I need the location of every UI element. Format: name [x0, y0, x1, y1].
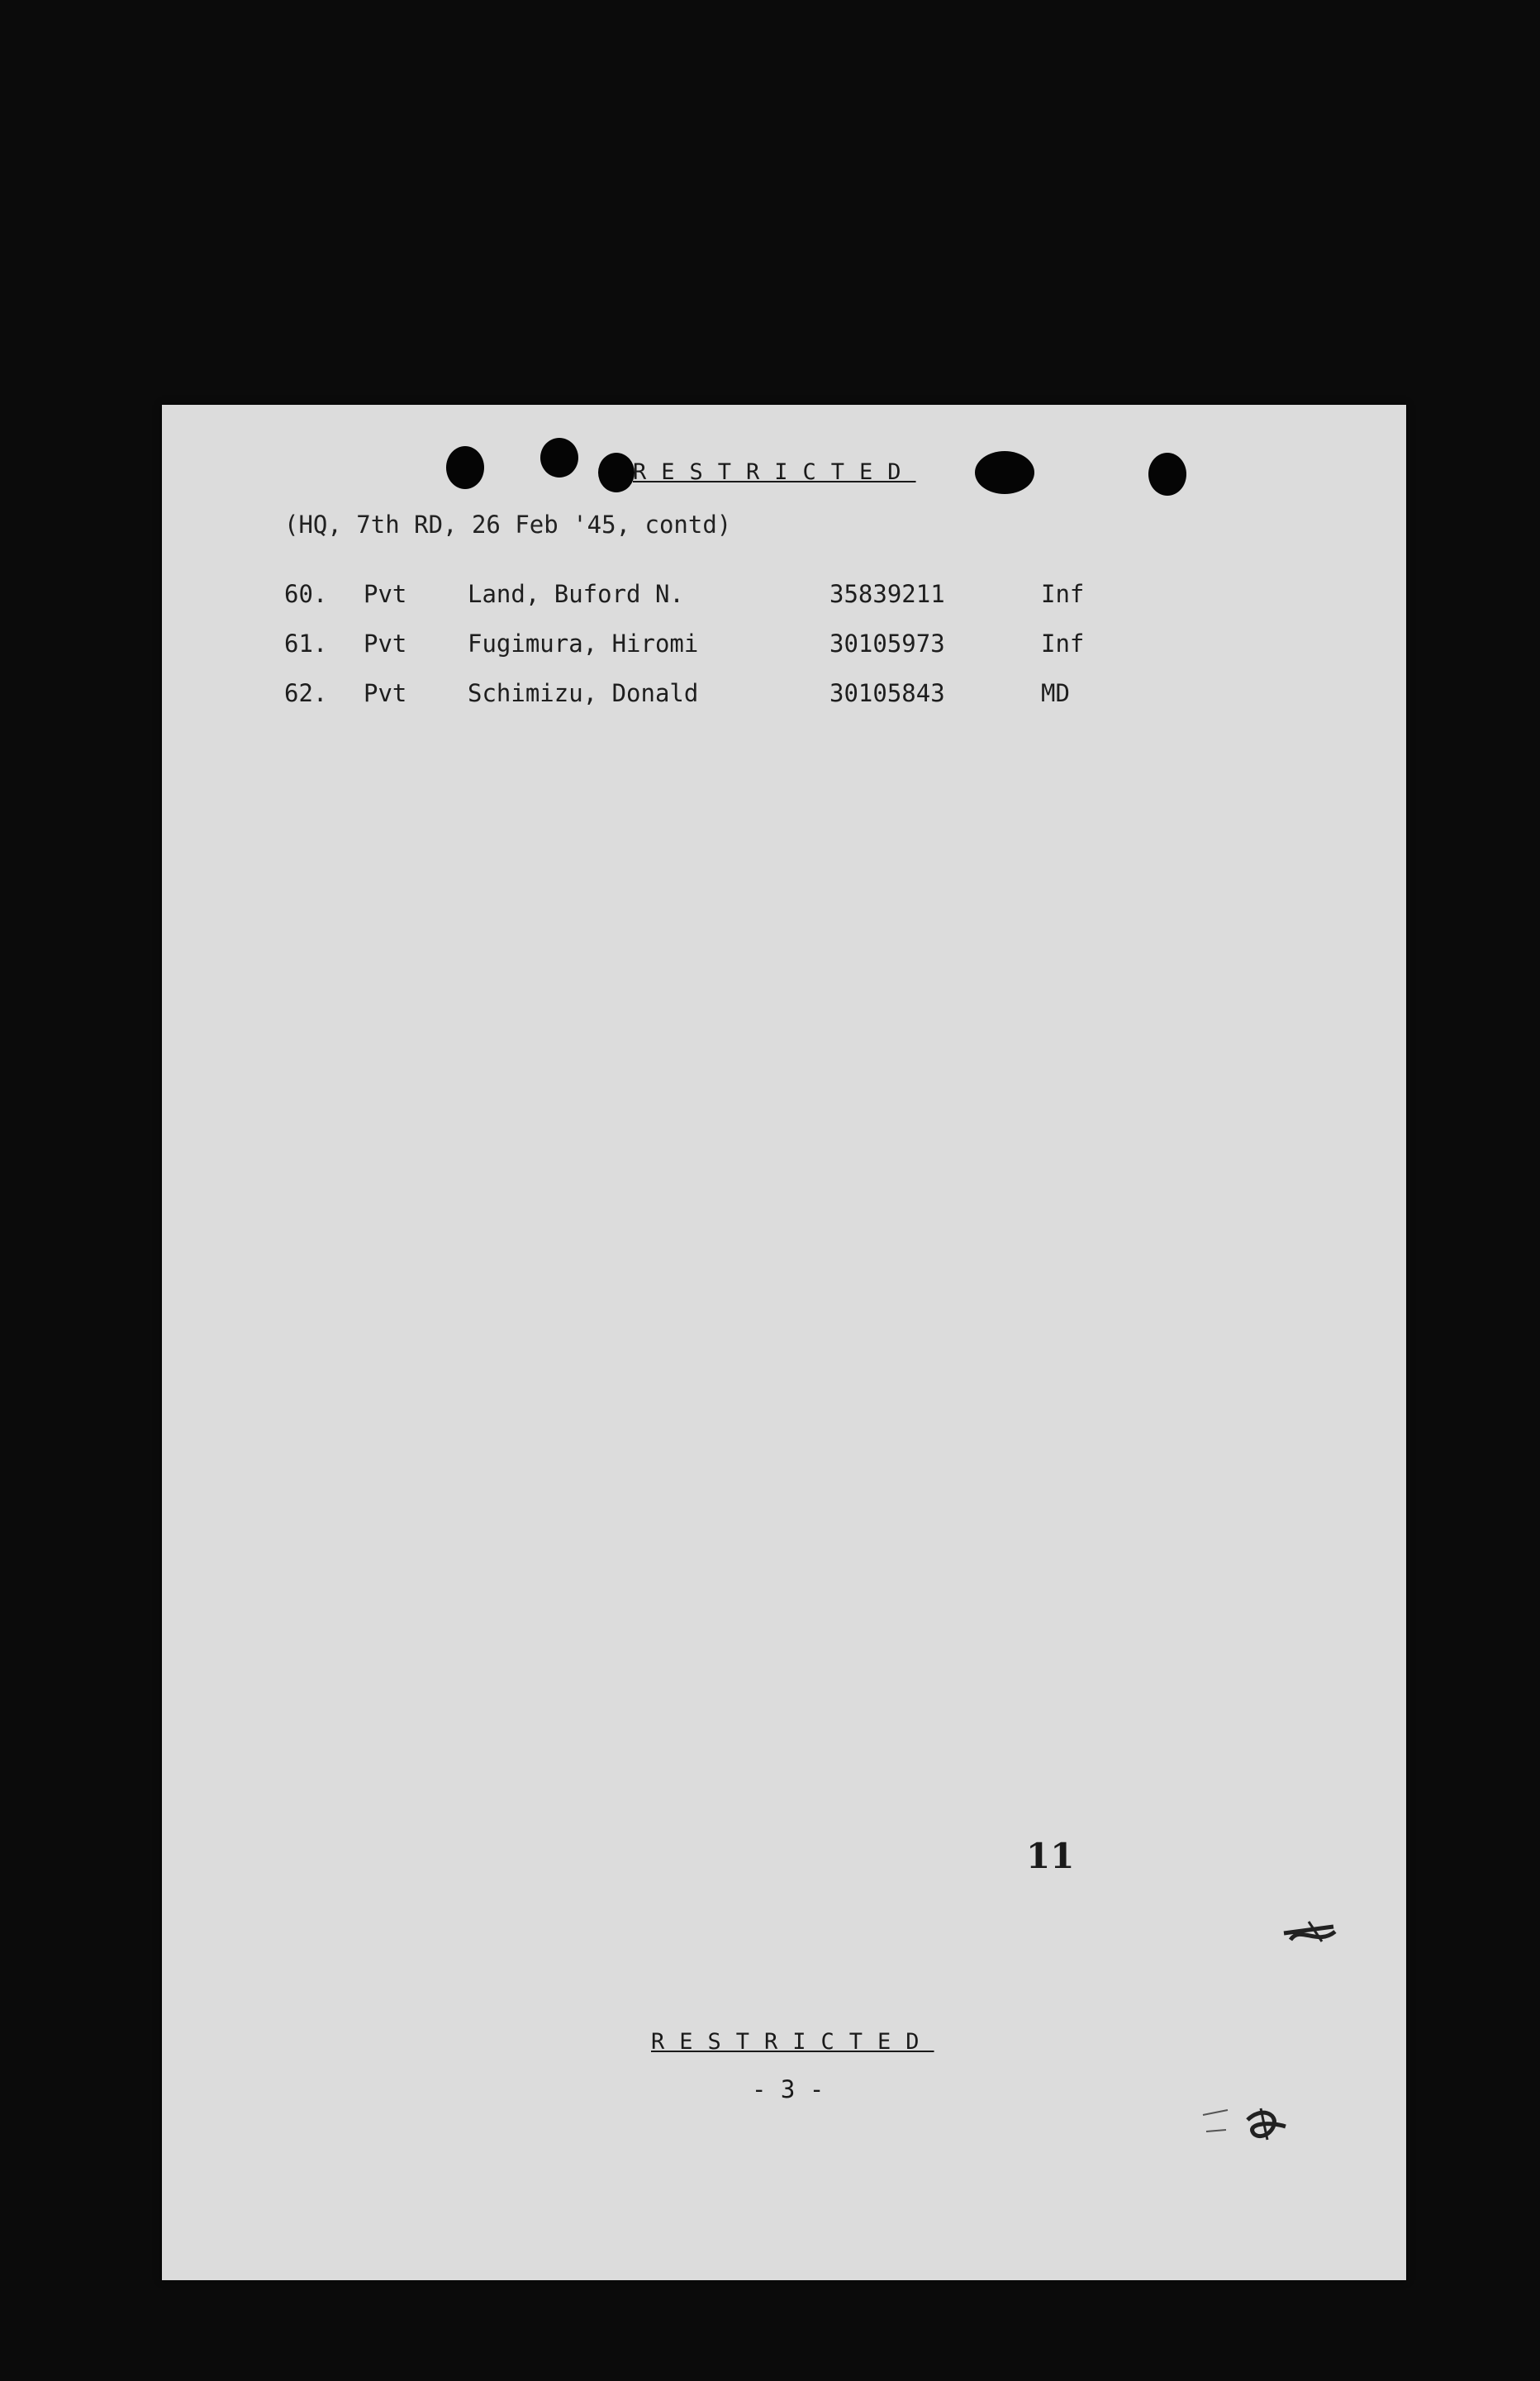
roster-number: 60.	[284, 580, 328, 608]
roster-number: 61.	[284, 630, 328, 658]
punch-hole	[540, 438, 578, 478]
page-number: - 3 -	[752, 2075, 825, 2103]
handwritten-page-number: 11	[1026, 1836, 1075, 1876]
pencil-scribble-icon	[1276, 1908, 1350, 1958]
document-page	[162, 405, 1406, 2280]
roster-row	[162, 580, 1406, 613]
footer-classification: RESTRICTED	[651, 2029, 934, 2055]
punch-hole	[1148, 453, 1186, 496]
roster-row	[162, 679, 1406, 712]
roster-serial: 30105843	[829, 679, 945, 707]
header-classification: RESTRICTED	[633, 459, 916, 485]
punch-hole	[598, 453, 635, 492]
roster-rank: Pvt	[364, 580, 407, 608]
punch-hole	[975, 451, 1034, 494]
roster-branch: MD	[1041, 679, 1070, 707]
roster-name: Fugimura, Hiromi	[468, 630, 699, 658]
roster-row	[162, 630, 1406, 663]
roster-serial: 30105973	[829, 630, 945, 658]
roster-rank: Pvt	[364, 679, 407, 707]
roster-serial: 35839211	[829, 580, 945, 608]
roster-branch: Inf	[1041, 630, 1085, 658]
roster-name: Land, Buford N.	[468, 580, 684, 608]
roster-rank: Pvt	[364, 630, 407, 658]
punch-hole	[446, 446, 484, 489]
roster-number: 62.	[284, 679, 328, 707]
continuation-line: (HQ, 7th RD, 26 Feb '45, contd)	[284, 511, 732, 539]
roster-name: Schimizu, Donald	[468, 679, 699, 707]
pencil-scribble-icon	[1195, 2090, 1302, 2156]
roster-branch: Inf	[1041, 580, 1085, 608]
